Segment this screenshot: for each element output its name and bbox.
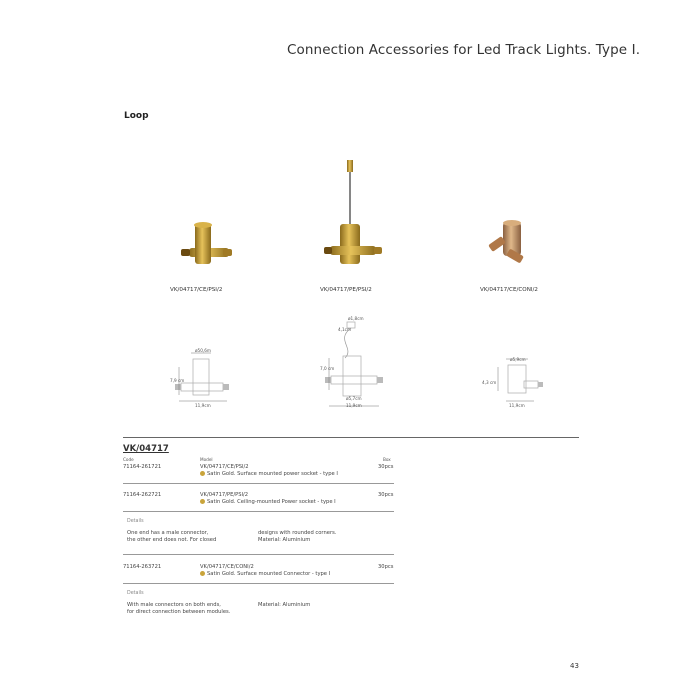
details-text: With male connectors on both ends, (127, 602, 221, 608)
details-label: Details (127, 591, 144, 596)
row-divider (123, 583, 394, 584)
dimension-label: 4,1cm (338, 327, 352, 332)
row-code: 71164-261721 (123, 464, 162, 470)
details-text: for direct connection between modules. (127, 609, 231, 615)
product-name: VK/04717/CE/CONI/2 (480, 287, 538, 293)
row-box: 30pcs (378, 564, 394, 570)
row-box: 30pcs (378, 492, 394, 498)
section-divider (123, 437, 579, 438)
column-header-model: Model (200, 457, 213, 462)
product-image-pe-psi (322, 158, 382, 273)
details-text: One end has a male connector, (127, 530, 209, 536)
color-swatch-icon (200, 471, 205, 476)
row-description: Satin Gold. Surface mounted Connector - type I (200, 571, 330, 577)
dimension-label: 11,9cm (346, 403, 362, 408)
column-header-box: Box (383, 457, 391, 462)
color-swatch-icon (200, 499, 205, 504)
row-model: VK/04717/CE/CONI/2 (200, 564, 254, 570)
row-divider (123, 554, 394, 555)
details-text: the other end does not. For closed (127, 537, 217, 543)
dimension-label: ø1,8cm (348, 316, 364, 321)
column-header-code: Code (123, 457, 134, 462)
dimension-label: 4,3 cm (482, 380, 497, 385)
product-image-ce-psi (175, 218, 235, 273)
dimension-label: 7,0 cm (320, 366, 335, 371)
section-title: Loop (124, 111, 149, 121)
details-text: designs with rounded corners. (258, 530, 337, 536)
dimension-label: ø50,6m (195, 348, 211, 353)
color-swatch-icon (200, 571, 205, 576)
brand-code: VK/04717 (123, 444, 169, 454)
dimension-label: 11,9cm (195, 403, 211, 408)
details-label: Details (127, 519, 144, 524)
row-model: VK/04717/PE/PSI/2 (200, 492, 249, 498)
details-text: Material: Aluminium (258, 537, 311, 543)
dimension-label: 11,9cm (509, 403, 525, 408)
dimension-label: ø5,9cm (510, 357, 526, 362)
dimension-label: ø5,7cm (346, 396, 362, 401)
product-name: VK/04717/CE/PSI/2 (170, 287, 223, 293)
page-title: Connection Accessories for Led Track Lights. Type I. (287, 42, 641, 58)
dimension-label: 7,9 cm (170, 378, 185, 383)
page-number: 43 (570, 662, 579, 670)
product-name: VK/04717/PE/PSI/2 (320, 287, 372, 293)
row-description: Satin Gold. Surface mounted power socket - type I (200, 471, 338, 477)
row-code: 71164-263721 (123, 564, 162, 570)
row-description: Satin Gold. Ceiling-mounted Power socket - type I (200, 499, 336, 505)
row-code: 71164-262721 (123, 492, 162, 498)
row-box: 30pcs (378, 464, 394, 470)
product-image-ce-coni (485, 218, 535, 273)
details-text: Material: Aluminium (258, 602, 311, 608)
row-divider (123, 483, 394, 484)
row-divider (123, 511, 394, 512)
row-model: VK/04717/CE/PSI/2 (200, 464, 249, 470)
